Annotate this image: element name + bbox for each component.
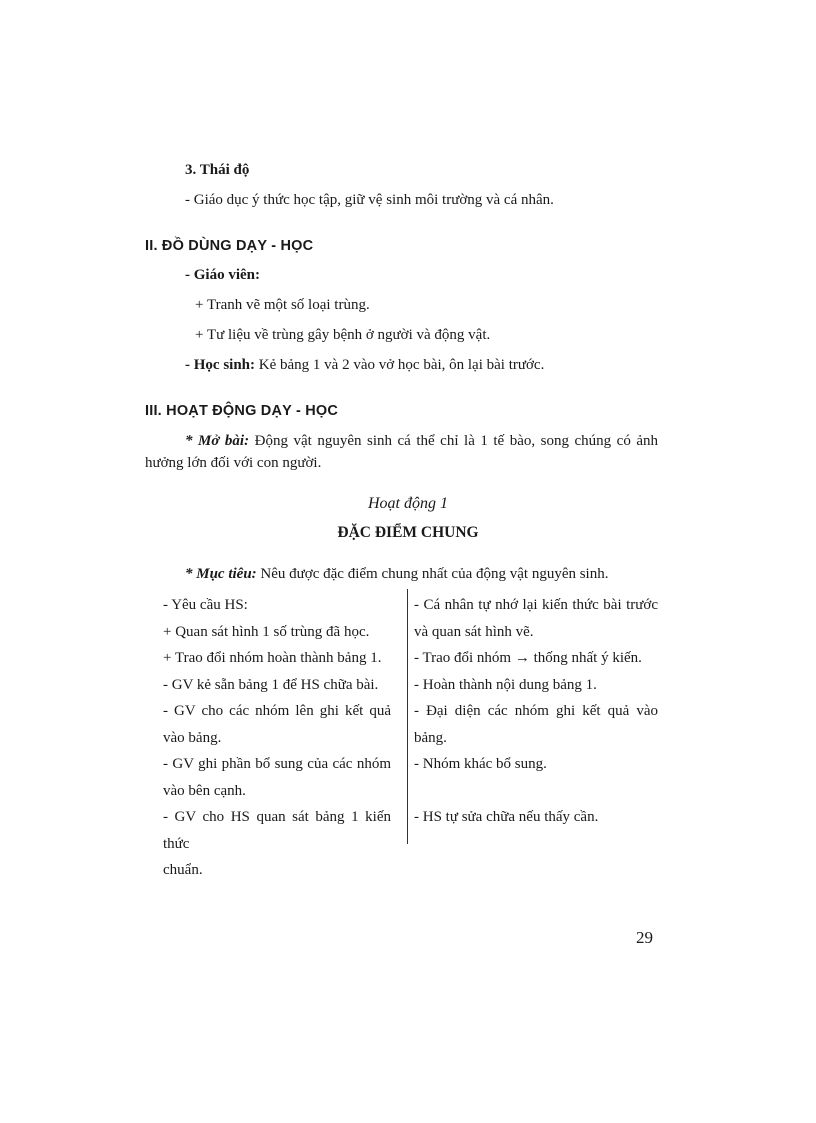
student-activities-column (414, 592, 658, 831)
student-activity-line: - Cá nhân tự nhớ lại kiến thức bài trước (414, 597, 658, 613)
activity-subtitle: Hoạt động 1 (368, 495, 448, 512)
materials-heading: II. ĐỒ DÙNG DẠY - HỌC (145, 238, 314, 254)
page-number: 29 (636, 928, 653, 947)
intro-paragraph-line2: hưởng lớn đối với con người. (145, 455, 322, 471)
student-activity-line: - Hoàn thành nội dung bảng 1. (414, 676, 597, 693)
activities-heading: III. HOẠT ĐỘNG DẠY - HỌC (145, 403, 339, 419)
teacher-activity-line: vào bên cạnh. (163, 782, 246, 799)
intro-paragraph-line1 (185, 433, 658, 450)
student-activity-line (414, 778, 658, 805)
teacher-activity-line: + Quan sát hình 1 số trùng đã học. (163, 623, 370, 640)
attitude-text: - Giáo dục ý thức học tập, giữ vệ sinh môi trường và cá nhân. (185, 192, 554, 208)
teacher-activity-line: vào bảng. (163, 729, 222, 746)
teacher-activity-line: - GV cho HS quan sát bảng 1 kiến thức (163, 809, 391, 852)
student-activity-line: bảng. (414, 729, 447, 746)
intro-label: * Mở bài: (185, 433, 250, 449)
teacher-label: - Giáo viên: (185, 267, 260, 283)
teacher-activity-line: - GV kẻ sẵn bảng 1 để HS chữa bài. (163, 676, 379, 693)
student-activity-line: - Nhóm khác bổ sung. (414, 756, 547, 772)
student-activity-line: - Đại diện các nhóm ghi kết quả vào (414, 703, 658, 719)
student-activity-line: - HS tự sửa chữa nếu thấy cần. (414, 809, 599, 825)
teacher-item: + Tư liệu về trùng gây bệnh ở người và động vật. (195, 327, 491, 343)
student-activity-line: - Trao đổi nhóm → thống nhất ý kiến. (414, 650, 642, 666)
column-divider (407, 589, 408, 844)
teacher-activity-line: - Yêu cầu HS: (163, 597, 248, 613)
goal-label: * Mục tiêu: (185, 566, 257, 582)
student-activity-line: và quan sát hình vẽ. (414, 623, 534, 640)
student-materials (185, 357, 544, 374)
teacher-activity-line: - GV cho các nhóm lên ghi kết quả (163, 703, 391, 719)
activity-goal (185, 566, 608, 583)
teacher-activity-line: - GV ghi phần bổ sung của các nhóm (163, 756, 391, 772)
goal-text: Nêu được đặc điểm chung nhất của động vật nguyên sinh. (260, 566, 609, 582)
intro-text: Động vật nguyên sinh cá thể chỉ là 1 tế bào, song chúng có ảnh (254, 433, 659, 449)
activity-title: ĐẶC ĐIỂM CHUNG (337, 524, 479, 541)
teacher-item: + Tranh vẽ một số loại trùng. (195, 297, 370, 313)
teacher-activity-line: chuẩn. (163, 862, 203, 878)
teacher-activities-column (163, 592, 391, 884)
student-text: Kẻ bảng 1 và 2 vào vở học bài, ôn lại bài trước. (258, 357, 545, 373)
teacher-activity-line: + Trao đổi nhóm hoàn thành bảng 1. (163, 650, 382, 666)
student-label: - Học sinh: (185, 357, 256, 373)
attitude-heading: 3. Thái độ (185, 162, 250, 178)
